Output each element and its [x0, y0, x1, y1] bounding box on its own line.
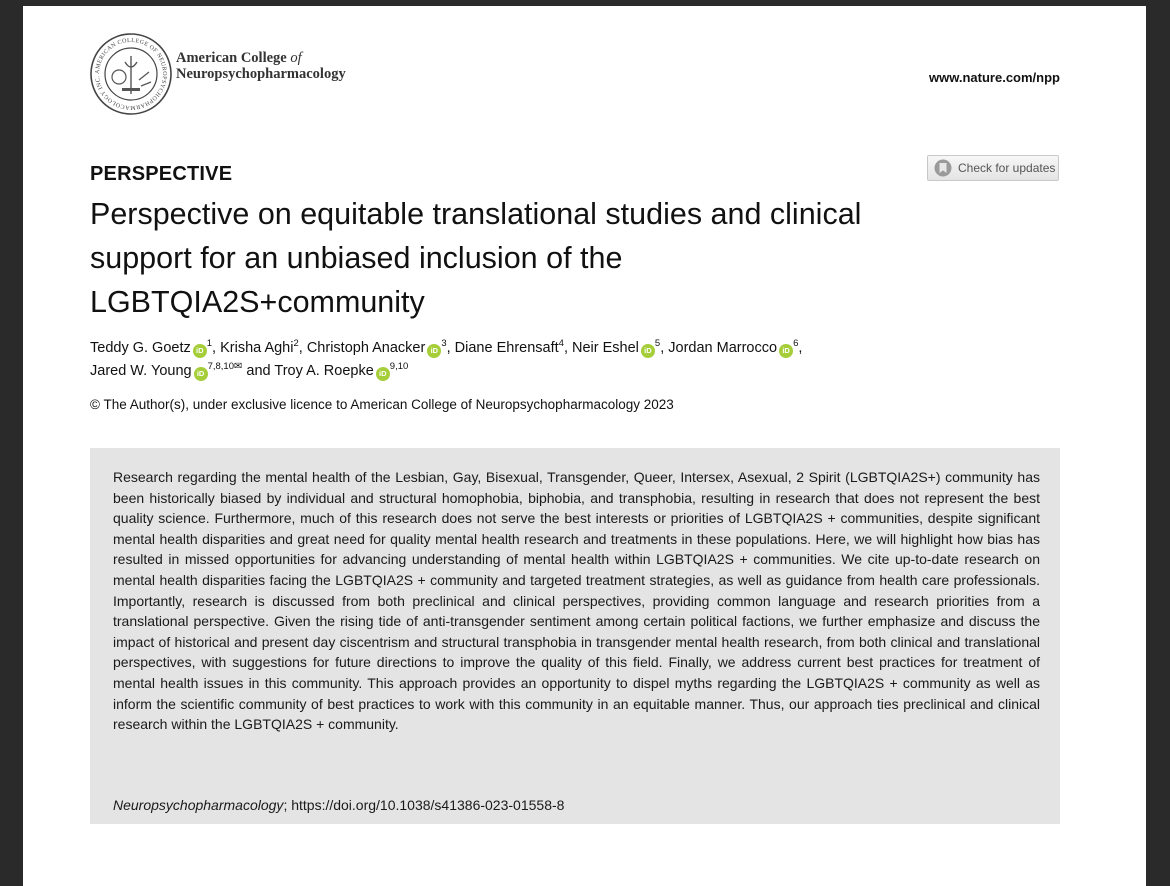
orcid-icon[interactable]: iD	[641, 344, 655, 358]
article-type: PERSPECTIVE	[90, 163, 233, 185]
author-name[interactable]: Krisha Aghi	[220, 340, 294, 356]
affiliation-number: 1	[206, 338, 213, 349]
check-for-updates-label: Check for updates	[958, 161, 1056, 175]
orcid-icon[interactable]: iD	[193, 344, 207, 358]
orcid-icon[interactable]: iD	[779, 344, 793, 358]
journal-citation	[113, 797, 564, 813]
check-for-updates-button[interactable]	[927, 155, 1059, 181]
society-name: American College of Neuropsychopharmacology	[176, 50, 346, 82]
author-name[interactable]: Neir Eshel	[572, 340, 639, 356]
copyright-notice: © The Author(s), under exclusive licence to American College of Neuropsychopharmacology 2023	[90, 397, 674, 412]
abstract-text: Research regarding the mental health of the Lesbian, Gay, Bisexual, Transgender, Queer, Intersex, Asexual, 2 Spirit (LGBTQIA2S+) community has been historically biased by individual and structural homophobia, biphobia, and transphobia, resulting in research that does not represent the best quality science. Furthermore, much of this research does not serve the best interests or priorities of LGBTQIA2S + communities, despite significant mental health disparities and great need for quality mental health research and treatments in these populations. Here, we will highlight how bias has resulted in missed opportunities for advancing understanding of mental health within LGBTQIA2S + communities. We cite up-to-date research on mental health disparities facing the LGBTQIA2S + community and targeted treatment strategies, as well as guidance from health care professionals. Importantly, research is discussed from both preclinical and clinical perspectives, providing common language and research priorities from a translational perspective. Given the rising tide of anti-transgender sentiment among certain political factions, we further emphasize and discuss the impact of historical and present day ciscentrism and structural transphobia in transgender mental health research, from both clinical and translational perspectives, with suggestions for future directions to improve the quality of this field. Finally, we address current best practices for treatment of mental health issues in this community. This approach provides an opportunity to dispel myths regarding the LGBTQIA2S + community as well as inform the scientific community of best practices to work with this community in an equitable manner. Thus, our approach ties preclinical and clinical research within the LGBTQIA2S + community.	[113, 469, 1040, 733]
author-list: Teddy G. Goetz $iD^1$, Krisha Aghi$^2$, Christoph Anacker $iD^3$, Diane Ehrensaft$^4$, Neir Eshel $iD^5$, Jordan Marrocco $iD^6$, Jared W. Young $iD^{7,8,10✉}$ and Troy A. Roepke iD$^{9,10}$	[90, 338, 803, 379]
orcid-icon[interactable]: iD	[194, 367, 208, 381]
affiliation-number: 4	[558, 338, 564, 349]
author-name[interactable]: Jared W. Young	[90, 363, 192, 379]
article-page	[23, 6, 1146, 886]
affiliation-number: 9,10	[389, 361, 409, 372]
journal-name: Neuropsychopharmacology	[113, 797, 284, 813]
abstract-box	[90, 448, 1060, 824]
doi-link[interactable]: ; https://doi.org/10.1038/s41386-023-01558-8	[283, 797, 565, 813]
affiliation-number: 5	[654, 338, 661, 349]
author-name[interactable]: Troy A. Roepke	[274, 363, 374, 379]
affiliation-number: 6	[793, 338, 799, 349]
bookmark-icon	[933, 159, 953, 177]
email-icon[interactable]: ✉	[234, 361, 243, 372]
author-name[interactable]: Teddy G. Goetz	[90, 340, 191, 356]
journal-website-link[interactable]: www.nature.com/npp	[929, 70, 1060, 85]
orcid-icon[interactable]: iD	[376, 367, 390, 381]
svg-text:AMERICAN COLLEGE OF NEUROPSYCH: AMERICAN COLLEGE OF NEUROPSYCHOPHARMACOLOGY INC.	[94, 37, 168, 111]
author-name[interactable]: Jordan Marrocco	[668, 340, 778, 356]
affiliation-number: 2	[293, 338, 299, 349]
author-name[interactable]: Christoph Anacker	[306, 340, 426, 356]
orcid-icon[interactable]: iD	[427, 344, 441, 358]
author-name[interactable]: Diane Ehrensaft	[454, 340, 559, 356]
viewer-frame-edge	[1147, 6, 1170, 876]
article-title: Perspective on equitable translational studies and clinical support for an unbiased inclusion of the LGBTQIA2S+community	[90, 197, 862, 319]
affiliation-number: 3	[441, 338, 447, 349]
acnp-seal-logo	[89, 32, 173, 116]
affiliation-number: 7,8,10✉	[207, 361, 243, 372]
